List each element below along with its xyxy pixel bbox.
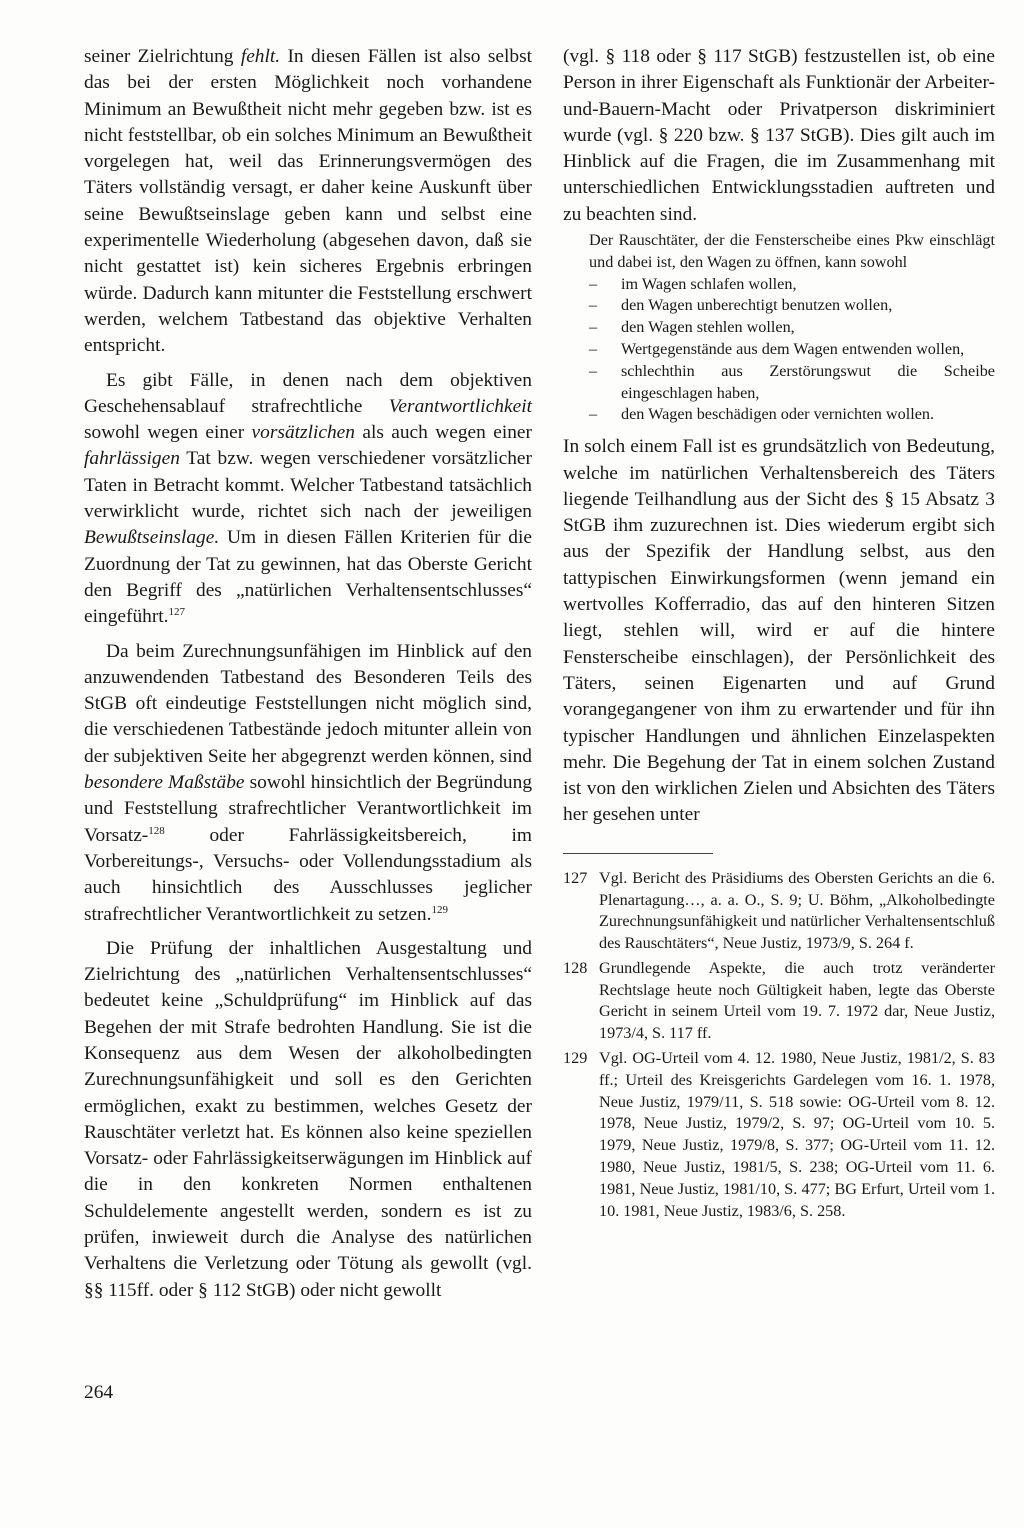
dash-marker: – [589,318,598,337]
dash-marker: – [589,361,598,380]
list-item [589,404,995,426]
footnote-ref: 128 [148,824,165,837]
list-item [589,317,995,339]
text-run: als auch wegen einer [354,422,532,444]
list-item-text: den Wagen unberechtigt benutzen wollen, [621,296,893,315]
footnote-ref: 129 [431,903,448,916]
right-paragraph-1: (vgl. § 118 oder § 117 StGB) festzustellen ist, ob eine Person in ihrer Eigenschaft als Funktionär der Arbeiter-und-Bauern-Macht oder Privatperson diskriminiert wurde (vgl. § 220 bzw. § 137 StGB). Dies gilt auch im Hinblick auf die Fragen, die im Zusammenhang mit unterschiedlichen Entwicklungsstadien auftreten und zu beachten sind. [563,46,995,225]
example-intro: Der Rauschtäter, der die Fensterscheibe eines Pkw einschlägt und dabei ist, den Wagen zu öffnen, kann sowohl [589,231,995,271]
page-number: 264 [84,1382,114,1403]
left-paragraph-4: Die Prüfung der inhaltlichen Ausgestaltung und Zielrichtung des „natürlichen Verhaltensentschlusses“ bedeutet keine „Schuldprüfung“ im Hinblick auf das Begehen der mit Strafe bedrohten Handlung. Sie ist die Konsequenz aus dem Wesen der alkoholbedingten Zurechnungsunfähigkeit und soll es den Gerichten ermöglichen, exakt zu bestimmen, welches Gesetz der Rauschtäter verletzt hat. Es können also keine speziellen Vorsatz- oder Fahrlässigkeitserwägungen im Hinblick auf die in den konkreten Normen enthaltenen Schuldelemente angestellt werden, sondern es ist zu prüfen, inwieweit durch die Analyse des natürlichen Verhaltens die Verletzung oder Tötung als gewollt (vgl. §§ 115ff. oder § 112 StGB) oder nicht gewollt [84,937,532,1301]
left-paragraph-2 [84,368,532,631]
text-run: Es gibt Fälle, in denen nach dem objektiven Geschehensablauf strafrechtliche [84,369,532,417]
text-run: Da beim Zurechnungsunfähigen im Hinblick auf den anzuwendenden Tatbestand des Besonderen Teils des StGB oft eindeutige Feststellungen nicht möglich sind, die verschiedenen Tatbestände jedoch mitunter allein von der subjektiven Seite her abgegrenzt werden können, sind [84,640,532,767]
text-run: seiner Zielrichtung [84,46,241,67]
footnote-number: 128 [563,958,588,977]
list-item-text: Wertgegenstände aus dem Wagen entwenden wollen, [621,340,965,359]
text-run: Tat bzw. wegen verschiedener vorsätzlicher Taten in Betracht kommt. Welcher Tatbestand tatsächlich verwirklicht wurde, richtet sich nach der jeweiligen [84,448,532,523]
right-column [563,44,995,1225]
footnote-129 [563,1048,995,1222]
left-paragraph-1 [84,44,532,360]
list-item-text: schlechthin aus Zerstörungswut die Scheibe eingeschlagen haben, [621,361,995,402]
text-run: oder Fahrlässigkeitsbereich, im Vorbereitungs-, Versuchs- oder Vollendungsstadium als auch hinsichtlich des Ausschlusses jeglicher strafrechtlicher Verantwortlichkeit zu setzen. [84,824,532,925]
list-item-text: den Wagen beschädigen oder vernichten wollen. [621,405,935,424]
list-item [589,361,995,405]
footnote-text: Grundlegende Aspekte, die auch trotz veränderter Rechtslage heute noch Gültigkeit haben, legte das Oberste Gericht in seinem Urteil vom 19. 7. 1972 dar, Neue Justiz, 1973/4, S. 117 ff. [599,958,995,1043]
emphasis: fahrlässigen [84,448,180,470]
emphasis: fehlt. [240,46,281,67]
footnote-text: Vgl. OG-Urteil vom 4. 12. 1980, Neue Justiz, 1981/2, S. 83 ff.; Urteil des Kreisgerichts Gardelegen vom 16. 1. 1978, Neue Justiz, 1979/11, S. 518 sowie: OG-Urteil vom 8. 12. 1978, Neue Justiz, 1979/2, S. 97; OG-Urteil vom 10. 5. 1979, Neue Justiz, 1979/8, S. 377; OG-Urteil vom 11. 12. 1980, Neue Justiz, 1981/5, S. 238; OG-Urteil vom 11. 6. 1981, Neue Justiz, 1981/10, S. 477; BG Erfurt, Urteil vom 1. 10. 1981, Neue Justiz, 1983/6, S. 258. [599,1049,995,1220]
dash-marker: – [589,274,598,293]
list-item-text: den Wagen stehlen wollen, [621,318,795,337]
footnote-number: 129 [563,1049,588,1068]
footnotes [563,868,995,1223]
list-item [589,274,995,296]
left-paragraph-3 [84,639,532,928]
right-paragraph-2: In solch einem Fall ist es grundsätzlich von Bedeutung, welche im natürlichen Verhaltensbereich des Täters liegende Teilhandlung aus der Sicht des § 15 Absatz 3 StGB ihm zuzurechnen ist. Dies wiederum ergibt sich aus der Spezifik der Handlung selbst, aus den tattypischen Einwirkungsformen (wenn jemand ein wertvolles Kofferradio, das auf den hinteren Sitzen liegt, stehlen will, wird er auf die hintere Fensterscheibe einschlagen), der Persönlichkeit des Täters, seinen Eigenarten und auf Grund vorangegangener von ihm zu erwartender und für ihn typischer Handlungen und ähnlichen Einzelaspekten mehr. Die Begehung der Tat in einem solchen Zustand ist von den wirklichen Zielen und Absichten des Täters her gesehen unter [563,436,995,826]
emphasis: besondere Maßstäbe [84,772,245,794]
footnote-127 [563,868,995,955]
example-block [589,230,995,426]
list-item [589,339,995,361]
text-run: Um in diesen Fällen Kriterien für die Zuordnung der Tat zu gewinnen, hat das Oberste Gericht den Begriff des „natürlichen Verhaltensentschlusses“ eingeführt. [84,527,532,628]
dash-marker: – [589,296,598,315]
emphasis: Verantwortlichkeit [388,395,532,417]
footnote-divider [563,853,713,854]
footnote-text: Vgl. Bericht des Präsidiums des Obersten Gerichts an die 6. Plenartagung…, a. a. O., S. 9; U. Böhm, „Alkoholbedingte Zurechnungsunfähigkeit und natürlicher Verhaltensentschluß des Rauschtäters“, Neue Justiz, 1973/9, S. 264 f. [599,868,995,953]
text-run: In diesen Fällen ist also selbst das bei der ersten Möglichkeit noch vorhandene Minimum an Bewußtheit nicht mehr gegeben bzw. ist es nicht feststellbar, ob ein solches Minimum an Bewußtheit vorgelegen hat, weil das Erinnerungsvermögen des Täters vollständig versagt, er daher keine Auskunft über seine Bewußtseinslage geben kann und selbst eine experimentelle Wiederholung (abgesehen davon, daß sie nicht gestattet ist) kein sicheres Ergebnis erbringen würde. Dadurch kann mitunter die Feststellung erschwert werden, welchem Tatbestand das objektive Verhalten entspricht. [84,46,532,357]
example-list [589,274,995,427]
footnote-number: 127 [563,868,588,887]
list-item-text: im Wagen schlafen wollen, [621,274,797,293]
list-item [589,295,995,317]
footnote-ref: 127 [168,606,186,619]
dash-marker: – [589,340,598,359]
left-column [84,44,532,1304]
emphasis: vorsätzlichen [251,422,355,444]
footnote-128 [563,958,995,1045]
text-run: sowohl wegen einer [84,422,252,444]
text-run: sowohl hinsichtlich der Begründung und Feststellung strafrechtlicher Verantwortlichkeit im Vorsatz- [84,772,533,846]
emphasis: Bewußtseinslage. [84,527,220,549]
dash-marker: – [589,405,598,424]
